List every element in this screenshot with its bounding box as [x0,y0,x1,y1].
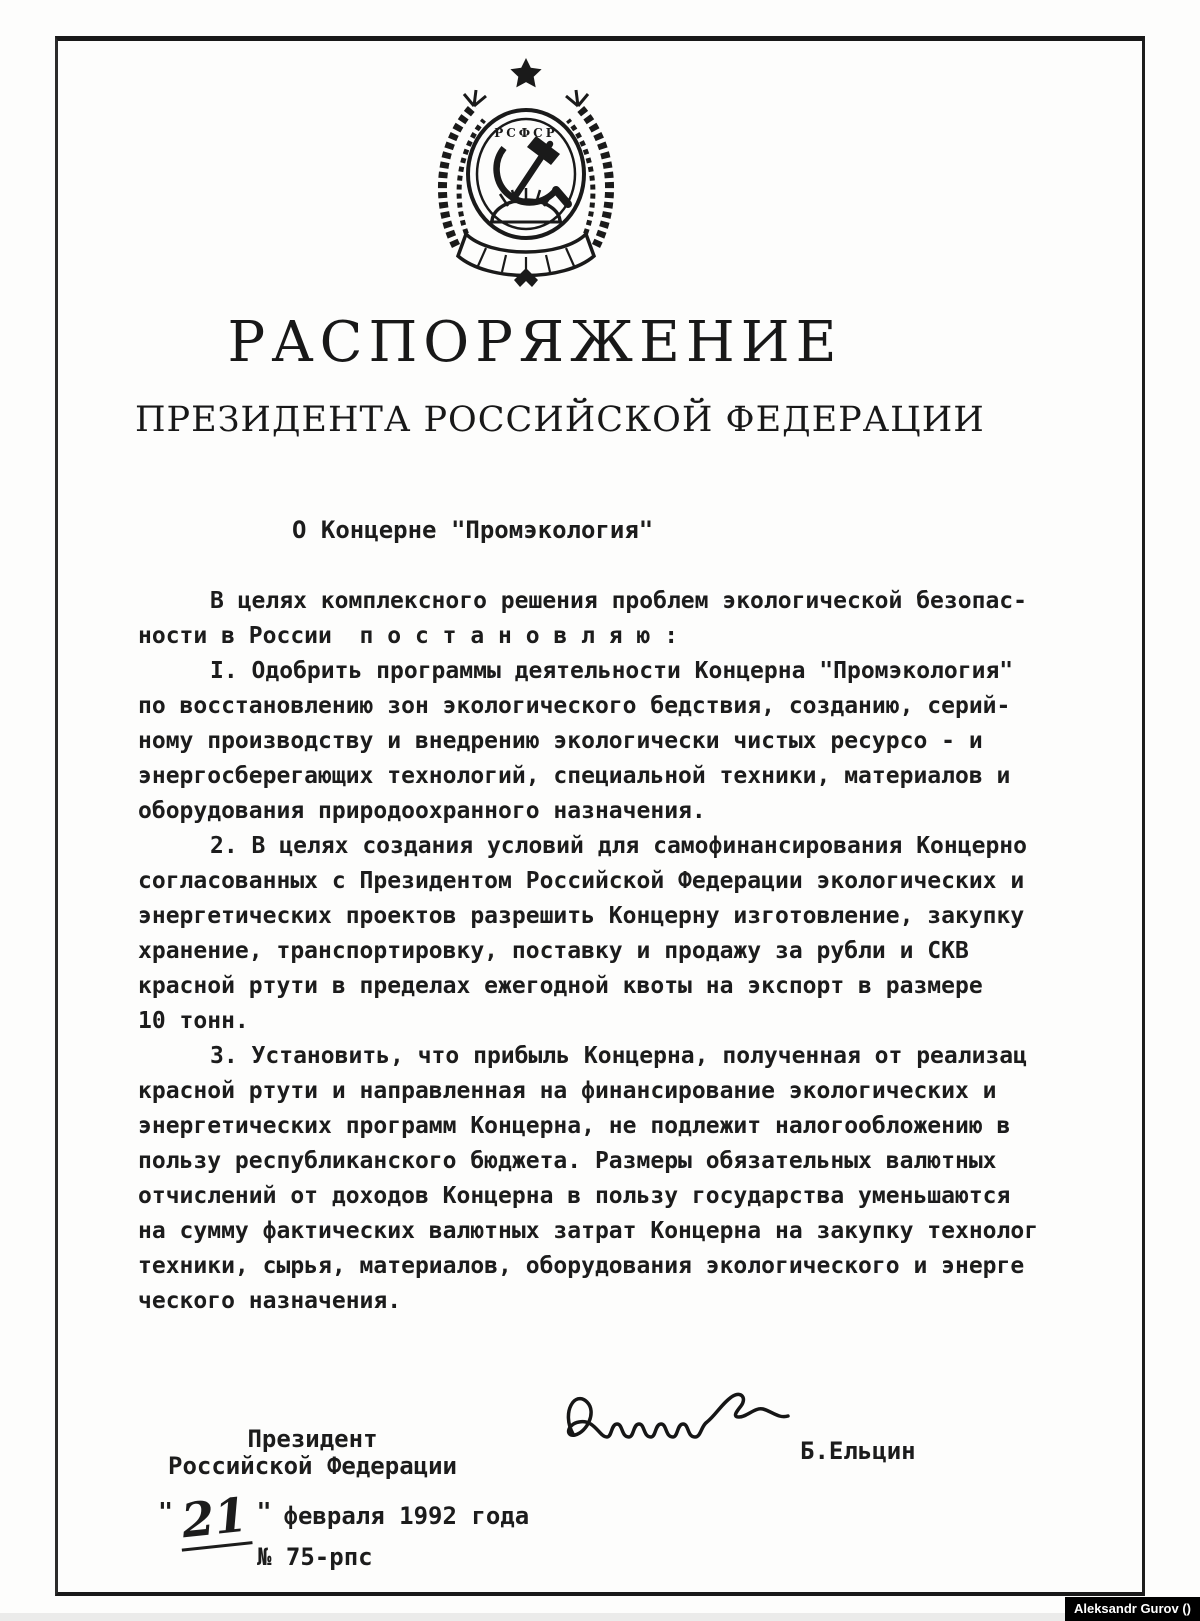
body-line: пользу республиканского бюджета. Размеры обязательных валютных [138,1148,997,1174]
body-text [138,584,1056,1319]
body-line: энергетических проектов разрешить Концерну изготовление, закупку [138,903,1025,929]
date-text: февраля 1992 года [283,1502,530,1530]
body-line: согласованных с Президентом Российской Федерации экологических и [138,868,1025,894]
body-line: I. Одобрить программы деятельности Концерна "Промэкология" [210,658,1014,684]
body-line: 2. В целях создания условий для самофинансирования Концерно [210,833,1027,859]
body-line: ности в России п о с т а н о в л я ю : [138,623,679,649]
body-line: энергетических программ Концерна, не подлежит налогообложению в [138,1113,1011,1139]
body-line: 10 тонн. [138,1008,249,1034]
body-line: на сумму фактических валютных затрат Концерна на закупку технолог [138,1218,1039,1244]
body-line: красной ртути в пределах ежегодной квоты на экспорт в размере [138,973,983,999]
signer-name: Б.Ельцин [800,1437,916,1465]
body-line: хранение, транспортировку, поставку и продажу за рубли и СКВ [138,938,969,964]
body-line: В целях комплексного решения проблем экологической безопас- [210,588,1027,614]
body-line: отчислений от доходов Концерна в пользу государства уменьшаются [138,1183,1011,1209]
body-line: 3. Установить, что прибыль Концерна, полученная от реализац [210,1043,1027,1069]
document-subject-line: О Концерне "Промэкология" [292,516,654,544]
signer-post [150,1426,475,1480]
handwritten-signature-icon [555,1382,795,1458]
signer-post-line1: Президент [247,1425,378,1453]
body-line: ному производству и внедрению экологически чистых ресурсо - и [138,728,983,754]
emblem-inscription: РСФСР [494,126,558,140]
document-issuer-title: ПРЕЗИДЕНТА РОССИЙСКОЙ ФЕДЕРАЦИИ [135,400,985,440]
star-icon [510,58,541,87]
body-line: энергосберегающих технологий, специальной техники, материалов и [138,763,1011,789]
date-open-quote: " [158,1497,174,1526]
rsfsr-coat-of-arms-icon [420,56,632,292]
date-close-quote: " [256,1497,272,1526]
body-line: ческого назначения. [138,1288,402,1314]
credit-badge: Aleksandr Gurov () [1065,1597,1200,1621]
scan-bottom-edge [0,1613,1200,1621]
date-line [158,1487,530,1550]
body-line: по восстановлению зон экологического бедствия, созданию, серий- [138,693,1011,719]
body-line: техники, сырья, материалов, оборудования экологического и энерге [138,1253,1025,1279]
body-line: оборудования природоохранного назначения. [138,798,706,824]
handwritten-day: 21 [176,1490,253,1551]
document-type-title: РАСПОРЯЖЕНИЕ [227,310,843,375]
body-line: красной ртути и направленная на финансирование экологических и [138,1078,997,1104]
signer-post-line2: Российской Федерации [168,1452,457,1480]
document-number: № 75-рпс [257,1543,373,1571]
